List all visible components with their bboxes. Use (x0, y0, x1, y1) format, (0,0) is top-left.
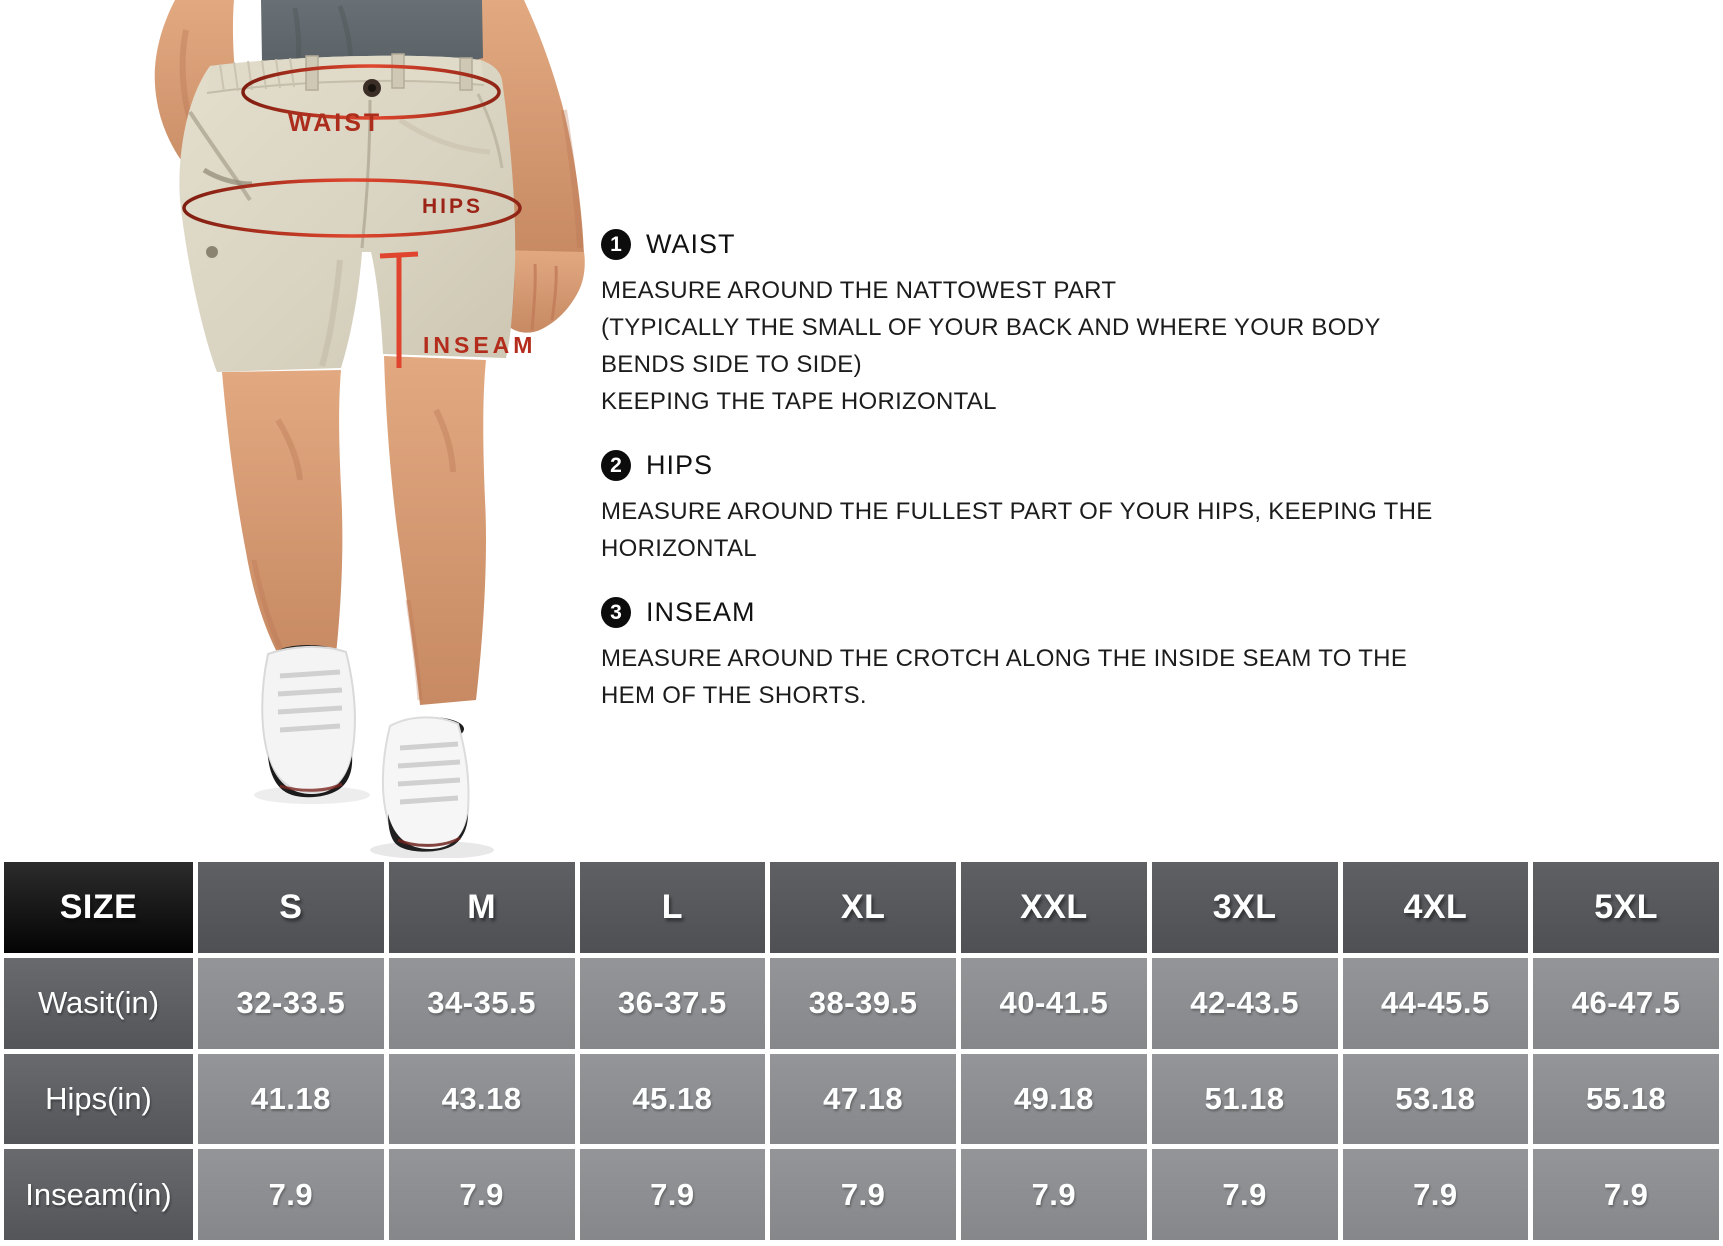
inseam-value: 7.9 (1152, 1149, 1338, 1240)
instruction-title: INSEAM (646, 597, 756, 627)
waist-value: 40-41.5 (961, 958, 1147, 1049)
instruction-line: (TYPICALLY THE SMALL OF YOUR BACK AND WHERE YOUR BODY (601, 314, 1381, 341)
model-photo (40, 0, 600, 858)
waist-value: 36-37.5 (580, 958, 766, 1049)
instruction-hips (601, 450, 1433, 567)
waist-value: 44-45.5 (1343, 958, 1529, 1049)
size-table-header-size: SIZE (4, 862, 193, 953)
waist-value: 32-33.5 (198, 958, 384, 1049)
waist-annotation: WAIST (288, 109, 383, 137)
step-3-badge: 3 (601, 597, 631, 628)
instruction-waist (601, 229, 1381, 420)
hips-annotation: HIPS (422, 195, 484, 218)
inseam-value: 7.9 (770, 1149, 956, 1240)
hips-value: 53.18 (1343, 1054, 1529, 1145)
hips-value: 43.18 (389, 1054, 575, 1145)
right-shoe (383, 717, 469, 852)
measuring-instructions (601, 229, 1433, 744)
row-label-hips: Hips(in) (4, 1054, 193, 1145)
inseam-value: 7.9 (580, 1149, 766, 1240)
hips-value: 47.18 (770, 1054, 956, 1145)
size-table-header-xxl: XXL (961, 862, 1147, 953)
instruction-line: MEASURE AROUND THE CROTCH ALONG THE INSIDE SEAM TO THE (601, 645, 1408, 672)
size-table-header-s: S (198, 862, 384, 953)
size-table-header-l: L (580, 862, 766, 953)
row-label-waist: Wasit(in) (4, 958, 193, 1049)
instruction-title: WAIST (646, 229, 736, 259)
hips-value: 55.18 (1533, 1054, 1719, 1145)
row-label-inseam: Inseam(in) (4, 1149, 193, 1240)
instruction-line: HORIZONTAL (601, 535, 757, 562)
inseam-value: 7.9 (1533, 1149, 1719, 1240)
size-table (0, 858, 1723, 1243)
waist-value: 46-47.5 (1533, 958, 1719, 1049)
step-1-badge: 1 (601, 229, 631, 260)
step-2-badge: 2 (601, 450, 631, 481)
inseam-value: 7.9 (961, 1149, 1147, 1240)
size-table-header-5xl: 5XL (1533, 862, 1719, 953)
hips-value: 41.18 (198, 1054, 384, 1145)
waist-value: 42-43.5 (1152, 958, 1338, 1049)
inseam-annotation: INSEAM (423, 332, 537, 358)
instruction-inseam (601, 597, 1408, 714)
inseam-value: 7.9 (198, 1149, 384, 1240)
legs (222, 356, 486, 705)
size-table-header-m: M (389, 862, 575, 953)
inseam-value: 7.9 (389, 1149, 575, 1240)
waist-value: 38-39.5 (770, 958, 956, 1049)
instruction-title: HIPS (646, 450, 714, 480)
hips-value: 51.18 (1152, 1054, 1338, 1145)
instruction-line: KEEPING THE TAPE HORIZONTAL (601, 388, 997, 415)
size-table-header-4xl: 4XL (1343, 862, 1529, 953)
size-table-header-3xl: 3XL (1152, 862, 1338, 953)
hips-value: 45.18 (580, 1054, 766, 1145)
size-table-header-xl: XL (770, 862, 956, 953)
hips-value: 49.18 (961, 1054, 1147, 1145)
instruction-line: MEASURE AROUND THE FULLEST PART OF YOUR HIPS, KEEPING THE (601, 498, 1433, 525)
inseam-value: 7.9 (1343, 1149, 1529, 1240)
instruction-line: HEM OF THE SHORTS. (601, 682, 867, 709)
waist-value: 34-35.5 (389, 958, 575, 1049)
left-shoe (262, 645, 355, 797)
instruction-line: BENDS SIDE TO SIDE) (601, 351, 862, 378)
instruction-line: MEASURE AROUND THE NATTOWEST PART (601, 277, 1117, 304)
